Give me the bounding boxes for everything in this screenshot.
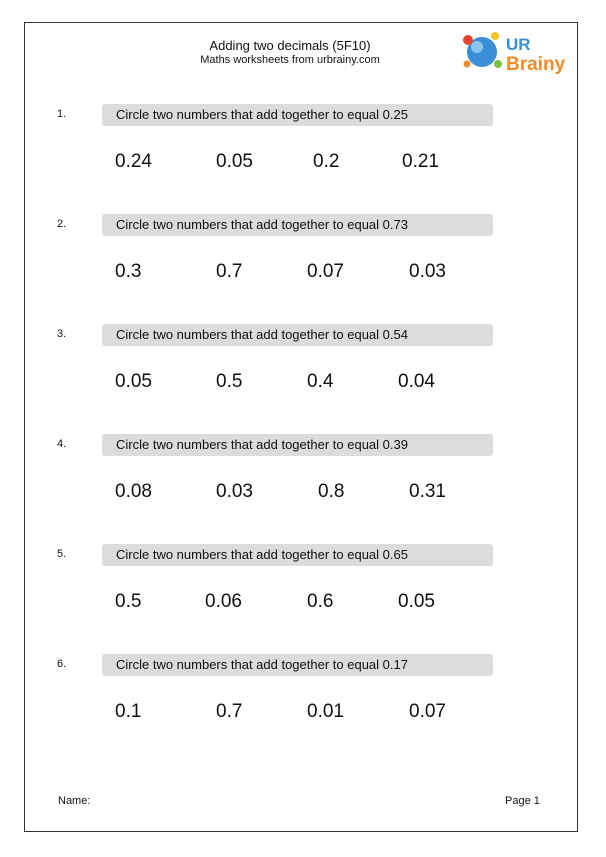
urbrainy-logo-icon — [462, 28, 582, 78]
answer-option[interactable]: 0.05 — [115, 371, 152, 392]
answer-option[interactable]: 0.5 — [115, 591, 142, 612]
question-prompt: Circle two numbers that add together to equal 0.39 — [116, 437, 408, 452]
answer-option[interactable]: 0.08 — [115, 481, 152, 502]
question-prompt: Circle two numbers that add together to equal 0.65 — [116, 547, 408, 562]
question-prompt: Circle two numbers that add together to equal 0.25 — [116, 107, 408, 122]
answer-option[interactable]: 0.07 — [409, 701, 446, 722]
question-number: 6. — [57, 658, 67, 670]
question-number: 2. — [57, 218, 67, 230]
question-number: 3. — [57, 328, 67, 340]
answer-option[interactable]: 0.7 — [216, 701, 243, 722]
question-prompt-box — [102, 104, 493, 126]
question-number: 5. — [57, 548, 67, 560]
answer-option[interactable]: 0.1 — [115, 701, 142, 722]
answer-option[interactable]: 0.07 — [307, 261, 344, 282]
answer-option[interactable]: 0.03 — [216, 481, 253, 502]
question-number: 1. — [57, 108, 67, 120]
answer-option[interactable]: 0.05 — [216, 151, 253, 172]
answer-option[interactable]: 0.3 — [115, 261, 142, 282]
answer-option[interactable]: 0.4 — [307, 371, 334, 392]
page-number: Page 1 — [505, 795, 540, 807]
answer-option[interactable]: 0.7 — [216, 261, 243, 282]
question-number: 4. — [57, 438, 67, 450]
answer-option[interactable]: 0.04 — [398, 371, 435, 392]
worksheet-title: Adding two decimals (5F10) — [209, 38, 371, 53]
question-prompt-box — [102, 544, 493, 566]
question-prompt-box — [102, 434, 493, 456]
answer-option[interactable]: 0.03 — [409, 261, 446, 282]
svg-text:UR: UR — [506, 35, 531, 54]
question-prompt-box — [102, 654, 493, 676]
question-prompt: Circle two numbers that add together to equal 0.54 — [116, 327, 408, 342]
answer-option[interactable]: 0.05 — [398, 591, 435, 612]
svg-text:Brainy: Brainy — [506, 54, 566, 75]
worksheet-border — [24, 22, 578, 832]
question-prompt-box — [102, 324, 493, 346]
answer-option[interactable]: 0.31 — [409, 481, 446, 502]
answer-option[interactable]: 0.2 — [313, 151, 340, 172]
question-prompt: Circle two numbers that add together to equal 0.17 — [116, 657, 408, 672]
answer-option[interactable]: 0.24 — [115, 151, 152, 172]
answer-option[interactable]: 0.21 — [402, 151, 439, 172]
answer-option[interactable]: 0.5 — [216, 371, 243, 392]
question-prompt-box — [102, 214, 493, 236]
worksheet-subtitle: Maths worksheets from urbrainy.com — [200, 54, 380, 66]
answer-option[interactable]: 0.6 — [307, 591, 334, 612]
name-label: Name: — [58, 795, 91, 807]
answer-option[interactable]: 0.01 — [307, 701, 344, 722]
question-prompt: Circle two numbers that add together to equal 0.73 — [116, 217, 408, 232]
answer-option[interactable]: 0.06 — [205, 591, 242, 612]
answer-option[interactable]: 0.8 — [318, 481, 345, 502]
